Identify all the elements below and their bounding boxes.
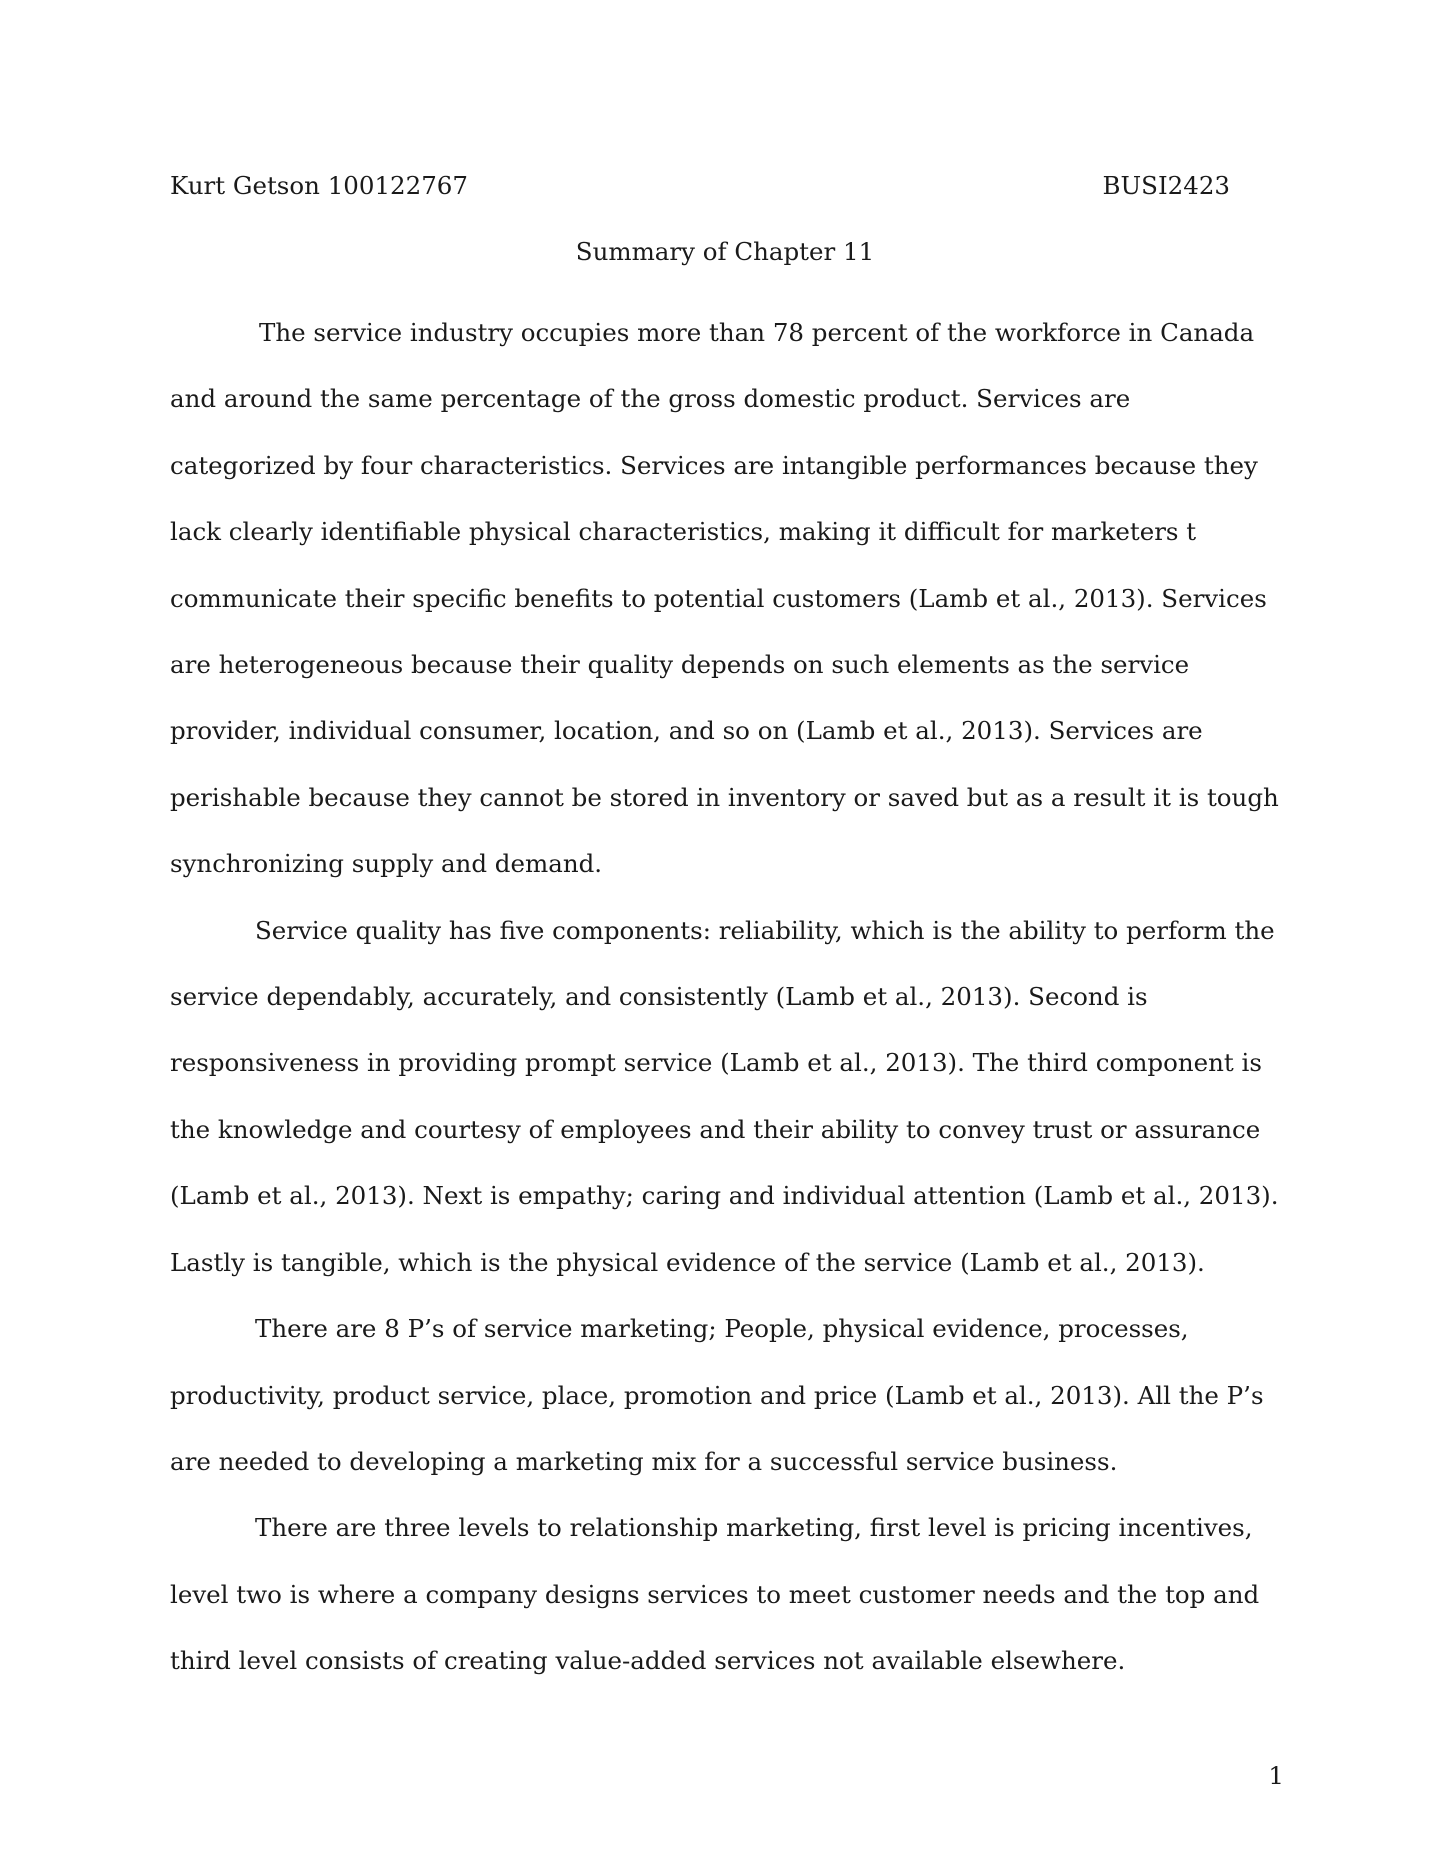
page-number: 1 [1268,1761,1284,1790]
page-header [170,168,1230,204]
course-code: BUSI2423 [1102,171,1230,200]
document-body [170,300,1282,1695]
document-title: Summary of Chapter 11 [575,237,875,266]
author-and-student-id: Kurt Getson 100122767 [170,171,468,200]
paragraph-service-industry: The service industry occupies more than 78 percent of the workforce in Canada and around the same percentage of the gross domestic product. Services are categorized by four characteristics. Services are intangible performances because they lack clearly identifiable physical characteristics, making it difficult for marketers t communicate their specific benefits to potential customers (Lamb et al., 2013). Services are heterogeneous because their quality depends on such elements as the service provider, individual consumer, location, and so on (Lamb et al., 2013). Services are perishable because they cannot be stored in inventory or saved but as a result it is tough synchronizing supply and demand. [170,318,1279,879]
paragraph-eight-ps: There are 8 P’s of service marketing; People, physical evidence, processes, productivity, product service, place, promotion and price (Lamb et al., 2013). All the P’s are needed to developing a marketing mix for a successful service business. [170,1314,1264,1476]
paragraph-relationship-marketing: There are three levels to relationship marketing, first level is pricing incentives, level two is where a company designs services to meet customer needs and the top and third level consists of creating value-added services not available elsewhere. [170,1513,1260,1676]
paragraph-service-quality: Service quality has five components: reliability, which is the ability to perform the service dependably, accurately, and consistently (Lamb et al., 2013). Second is responsiveness in providing prompt service (Lamb et al., 2013). The third component is the knowledge and courtesy of employees and their ability to convey trust or assurance (Lamb et al., 2013). Next is empathy; caring and individual attention (Lamb et al., 2013). Lastly is tangible, which is the physical evidence of the service (Lamb et al., 2013). [170,915,1279,1277]
